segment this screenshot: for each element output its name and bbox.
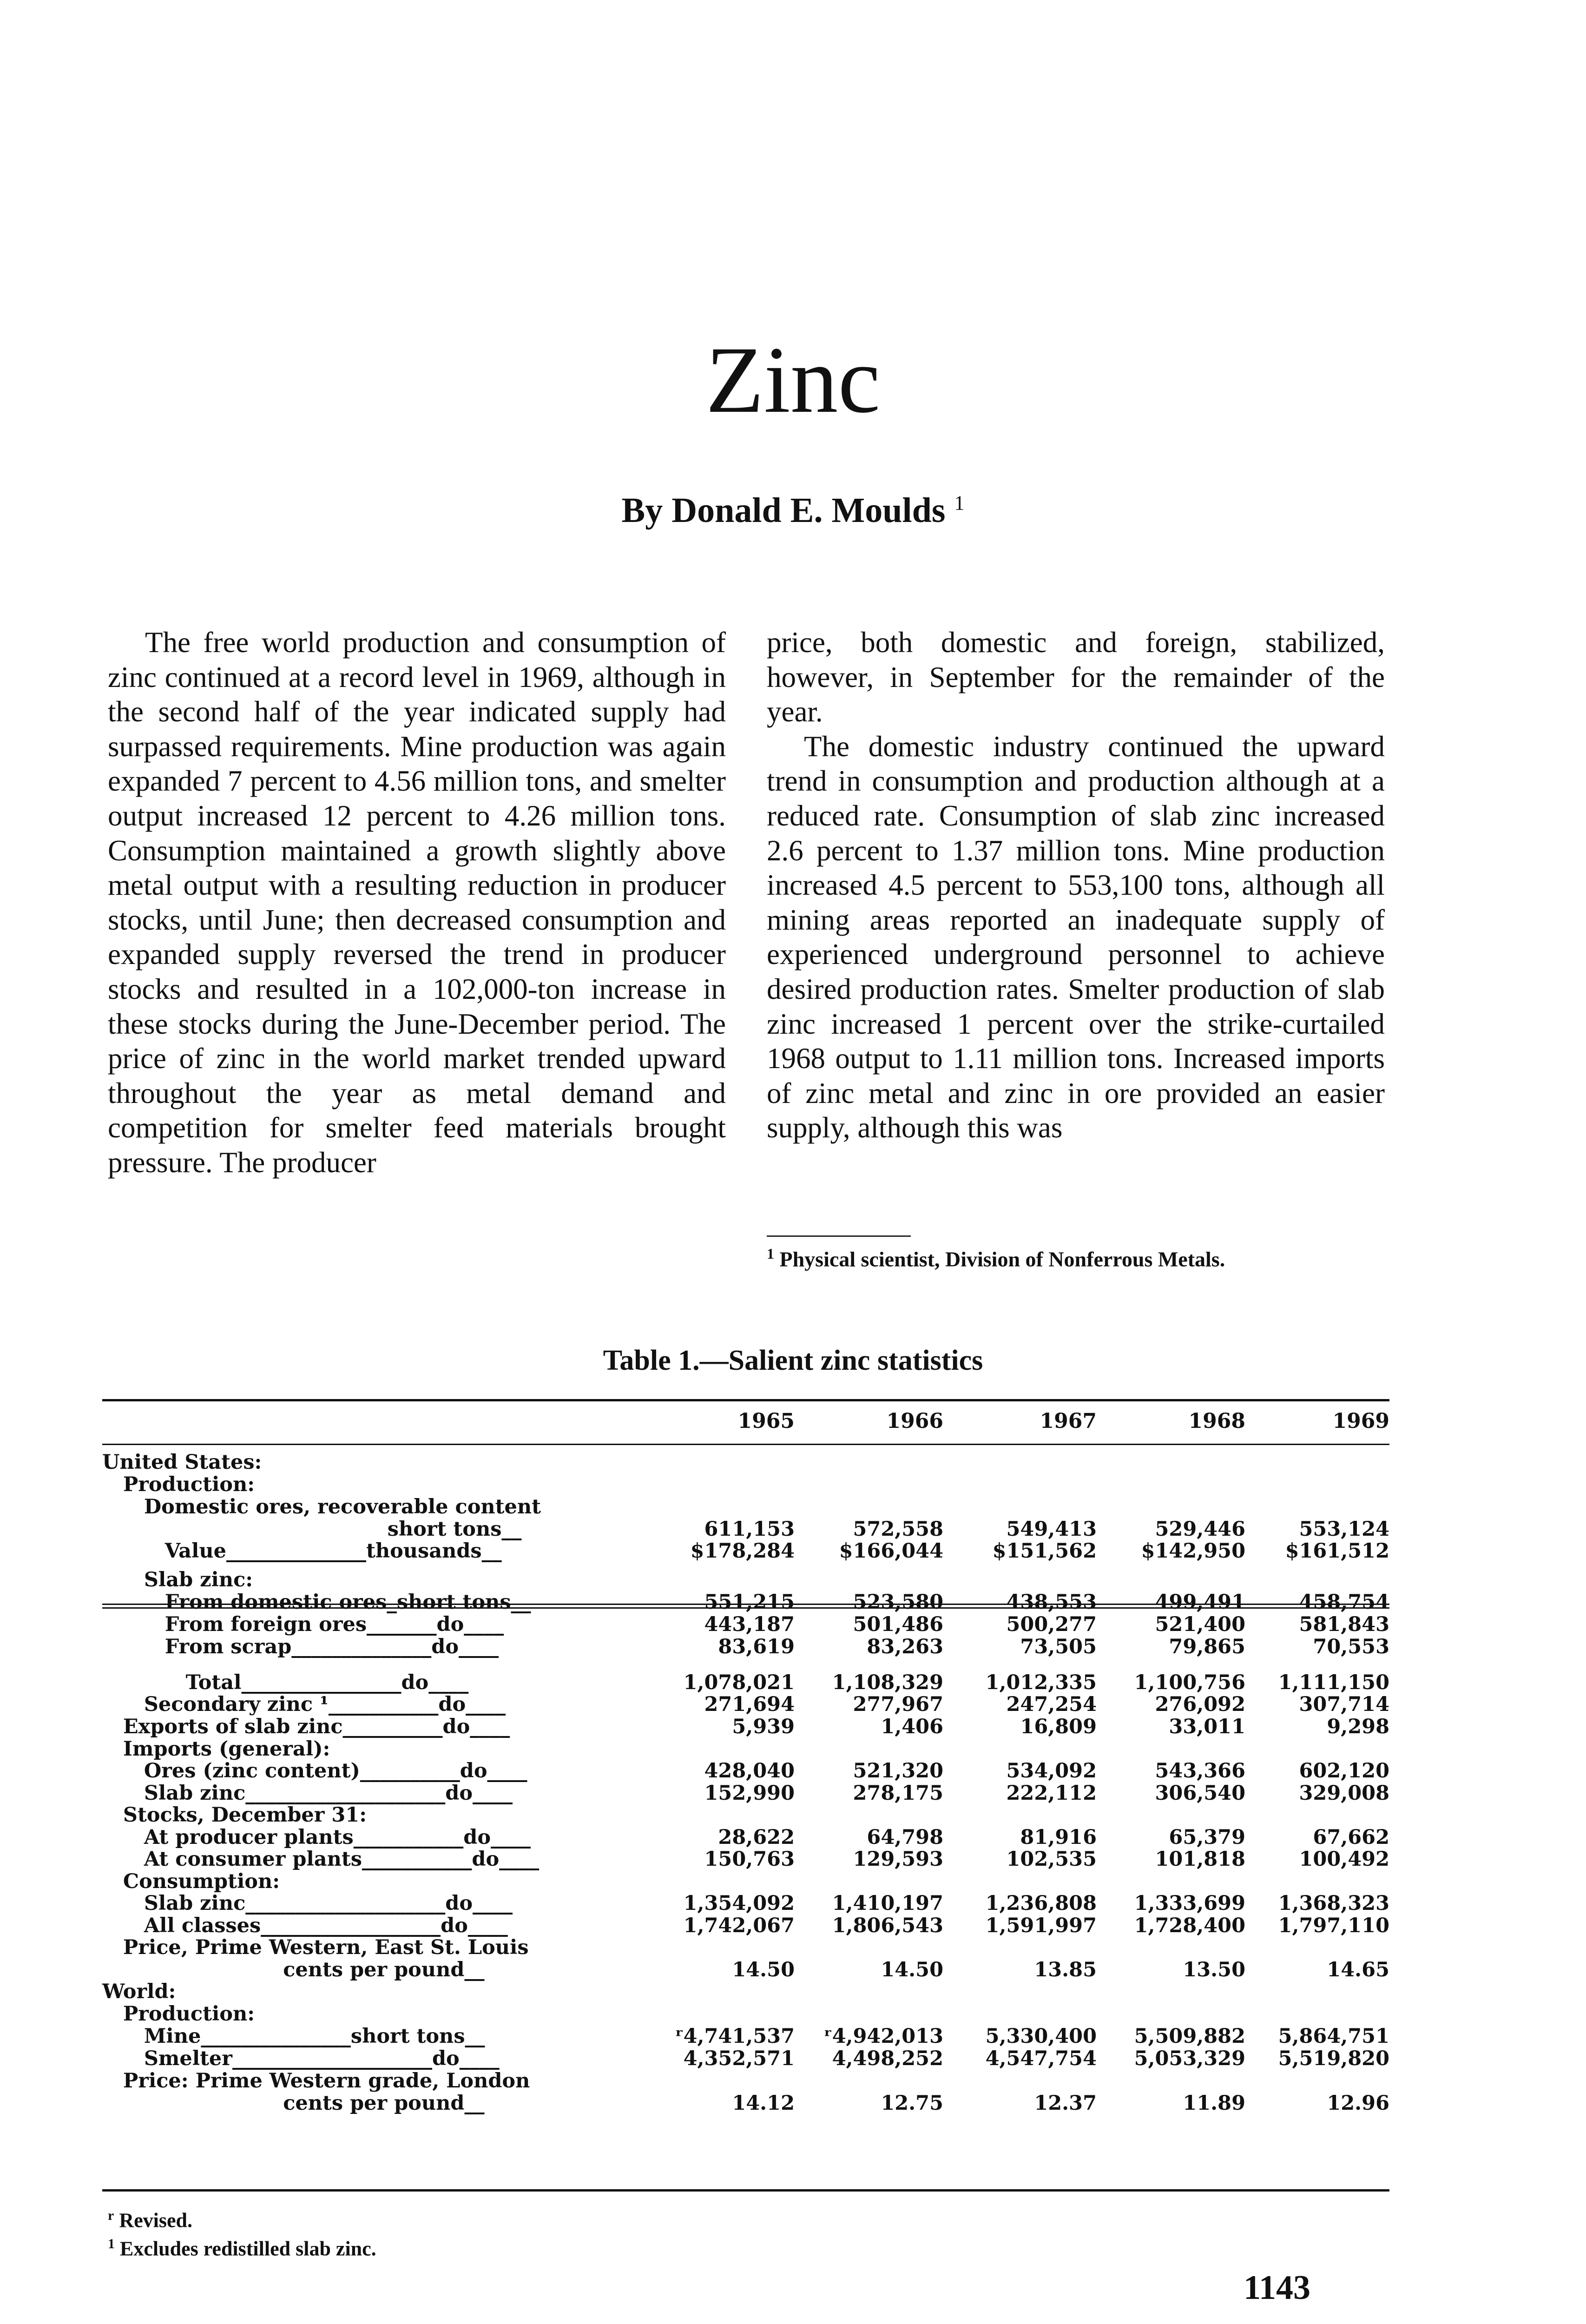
table-row — [102, 1892, 1389, 1915]
footnote-mark: 1 — [767, 1245, 774, 1262]
table-row — [102, 1613, 1389, 1636]
cell-1965: 152,990 — [704, 1782, 795, 1805]
cell-1966: ʳ4,942,013 — [823, 2025, 943, 2048]
table-row — [102, 1804, 1389, 1827]
cell-1966: 1,410,197 — [832, 1892, 943, 1915]
row-label: Slab zinc____________________do____ — [102, 1892, 513, 1915]
cell-1966: 4,498,252 — [832, 2047, 943, 2070]
row-label: World: — [102, 1980, 176, 2003]
page-number: 1143 — [1244, 2269, 1310, 2307]
row-label: Production: — [102, 1473, 255, 1496]
table-header-rule — [102, 1444, 1389, 1445]
cell-1965: 150,763 — [704, 1848, 795, 1871]
cell-1965: $178,284 — [690, 1539, 795, 1563]
cell-1967: $151,562 — [992, 1539, 1097, 1563]
table-row — [102, 1518, 1389, 1541]
cell-1967: 1,012,335 — [985, 1671, 1097, 1694]
body-paragraph-3: The domestic industry continued the upward trend in consumption and production although at a reduced rate. Consumption of slab zinc increased 2.6 percent to 1.37 million tons. Mine production increased 4.5 percent to 553,100 tons, although all mining areas reported an inadequate supply of experienced underground personnel to achieve desired production rates. Smelter production of slab zinc increased 1 percent over the strike-curtailed 1968 output to 1.11 million tons. Increased imports of zinc metal and zinc in ore provided an easier supply, although this was — [767, 730, 1385, 1144]
row-label: All classes__________________do____ — [102, 1914, 508, 1937]
table-row — [102, 1782, 1389, 1805]
cell-1968: 33,011 — [1169, 1715, 1245, 1738]
row-label: Ores (zinc content)__________do____ — [102, 1759, 527, 1783]
footnote-rule — [767, 1235, 911, 1237]
table-note-excludes: $^1$ Excludes redistilled slab zinc. — [108, 2236, 376, 2260]
cell-1968: 543,366 — [1155, 1759, 1245, 1783]
cell-1966: 14.50 — [881, 1958, 943, 1981]
cell-1965: ʳ4,741,537 — [675, 2025, 795, 2048]
table-row — [102, 1716, 1389, 1738]
cell-1967: 222,112 — [1006, 1782, 1097, 1805]
cell-1966: 572,558 — [853, 1518, 943, 1541]
row-label: cents per pound__ — [102, 1958, 485, 1981]
table-row — [102, 1981, 1389, 2003]
cell-1968: 65,379 — [1169, 1826, 1245, 1849]
row-label: From domestic ores_short tons__ — [102, 1591, 531, 1614]
cell-1966: 129,593 — [853, 1848, 943, 1871]
cell-1968: 5,509,882 — [1134, 2025, 1245, 2048]
cell-1969: 553,124 — [1299, 1518, 1389, 1541]
row-label: Exports of slab zinc__________do____ — [102, 1715, 510, 1738]
cell-1969: $161,512 — [1285, 1539, 1389, 1563]
row-label: Domestic ores, recoverable content — [102, 1495, 541, 1519]
table-row — [102, 1848, 1389, 1871]
cell-1969: 307,714 — [1299, 1693, 1389, 1716]
cell-1969: 14.65 — [1327, 1958, 1389, 1981]
row-label: United States: — [102, 1451, 262, 1474]
year-header-1966: 1966 — [886, 1409, 943, 1433]
table-row — [102, 1870, 1389, 1893]
row-label: Slab zinc: — [102, 1568, 253, 1591]
table-row — [102, 1959, 1389, 1981]
row-label: Price, Prime Western, East St. Louis — [102, 1936, 529, 1959]
row-label: Secondary zinc ¹___________do____ — [102, 1693, 506, 1716]
table-row — [102, 2047, 1389, 2070]
cell-1969: 5,519,820 — [1278, 2047, 1389, 2070]
table-row — [102, 1451, 1389, 1474]
row-label: From foreign ores_______do____ — [102, 1613, 504, 1636]
cell-1969: 12.96 — [1327, 2092, 1389, 2115]
article-title: Zinc — [705, 327, 881, 433]
table-row — [102, 2092, 1389, 2115]
row-label: Imports (general): — [102, 1737, 330, 1761]
table-row — [102, 2070, 1389, 2093]
table-row — [102, 1473, 1389, 1496]
body-left-column — [108, 625, 726, 1180]
cell-1966: 1,806,543 — [832, 1914, 943, 1937]
cell-1965: 428,040 — [704, 1759, 795, 1783]
cell-1966: 64,798 — [867, 1826, 943, 1849]
cell-1968: 5,053,329 — [1134, 2047, 1245, 2070]
cell-1965: 271,694 — [704, 1693, 795, 1716]
body-paragraph-1: The free world production and consumption of zinc continued at a record level in 1969, although in the second half of the year indicated supply had surpassed requirements. Mine production was again expanded 7 percent to 4.56 million tons, and smelter output increased 12 percent to 4.26 million tons. Consumption maintained a growth slightly above metal output with a resulting reduction in producer stocks, until June; then decreased consumption and expanded supply reversed the trend in producer stocks and resulted in a 102,000-ton increase in these stocks during the June-December period. The price of zinc in the world market trended upward throughout the year as metal demand and competition for smelter feed materials brought pressure. The producer — [108, 626, 726, 1179]
table-title: Table 1.—Salient zinc statistics — [603, 1345, 983, 1376]
byline — [0, 490, 1586, 531]
cell-1967: 73,505 — [1020, 1635, 1097, 1658]
cell-1965: 1,354,092 — [683, 1892, 795, 1915]
table-note-revised: $^r$ Revised. — [108, 2208, 192, 2232]
table-row — [102, 2003, 1389, 2026]
row-label: Price: Prime Western grade, London — [102, 2069, 530, 2093]
cell-1965: 14.12 — [732, 2092, 795, 2115]
cell-1969: 67,662 — [1313, 1826, 1389, 1849]
cell-1967: 5,330,400 — [985, 2025, 1097, 2048]
author-footnote — [767, 1242, 1385, 1271]
cell-1966: 1,108,329 — [832, 1671, 943, 1694]
row-label: Mine_______________short tons__ — [102, 2025, 485, 2048]
cell-1965: 4,352,571 — [683, 2047, 795, 2070]
cell-1966: 277,967 — [853, 1693, 943, 1716]
cell-1969: 1,797,110 — [1278, 1914, 1389, 1937]
cell-1966: 1,406 — [881, 1715, 943, 1738]
cell-1968: 276,092 — [1155, 1693, 1245, 1716]
cell-1967: 534,092 — [1006, 1759, 1097, 1783]
body-paragraph-2: price, both domestic and foreign, stabilized, however, in September for the remainder of the year. — [767, 626, 1385, 728]
cell-1968: 521,400 — [1155, 1613, 1245, 1636]
cell-1965: 83,619 — [718, 1635, 795, 1658]
cell-1967: 500,277 — [1006, 1613, 1097, 1636]
cell-1967: 81,916 — [1020, 1826, 1097, 1849]
cell-1965: 14.50 — [732, 1958, 795, 1981]
cell-1965: 1,078,021 — [683, 1671, 795, 1694]
cell-1965: 5,939 — [732, 1715, 795, 1738]
cell-1968: 1,333,699 — [1134, 1892, 1245, 1915]
row-label: Slab zinc____________________do____ — [102, 1782, 513, 1805]
table-row — [102, 1693, 1389, 1716]
row-label: At consumer plants___________do____ — [102, 1848, 540, 1871]
cell-1967: 4,547,754 — [985, 2047, 1097, 2070]
cell-1968: 11.89 — [1183, 2092, 1245, 2115]
byline-footnote-mark: 1 — [954, 491, 965, 515]
row-label: cents per pound__ — [102, 2092, 485, 2115]
cell-1968: 101,818 — [1155, 1848, 1245, 1871]
cell-1969: 458,754 — [1299, 1591, 1389, 1614]
row-label: Production: — [102, 2002, 255, 2026]
cell-1968: $142,950 — [1141, 1539, 1245, 1563]
cell-1967: 438,553 — [1006, 1591, 1097, 1614]
cell-1966: 278,175 — [853, 1782, 943, 1805]
table-row — [102, 2025, 1389, 2048]
cell-1967: 549,413 — [1006, 1518, 1097, 1541]
year-header-1968: 1968 — [1188, 1409, 1245, 1433]
cell-1969: 329,008 — [1299, 1782, 1389, 1805]
cell-1968: 1,100,756 — [1134, 1671, 1245, 1694]
cell-1968: 1,728,400 — [1134, 1914, 1245, 1937]
table-row — [102, 1540, 1389, 1563]
cell-1965: 28,622 — [718, 1826, 795, 1849]
cell-1967: 247,254 — [1006, 1693, 1097, 1716]
cell-1969: 5,864,751 — [1278, 2025, 1389, 2048]
cell-1966: 12.75 — [881, 2092, 943, 2115]
footnote-text: Physical scientist, Division of Nonferrous Metals. — [779, 1247, 1225, 1271]
cell-1965: 443,187 — [704, 1613, 795, 1636]
row-label: Stocks, December 31: — [102, 1803, 367, 1827]
cell-1969: 9,298 — [1327, 1715, 1389, 1738]
cell-1969: 1,368,323 — [1278, 1892, 1389, 1915]
cell-1968: 306,540 — [1155, 1782, 1245, 1805]
cell-1967: 13.85 — [1034, 1958, 1097, 1981]
cell-1969: 1,111,150 — [1278, 1671, 1389, 1694]
cell-1966: 523,580 — [853, 1591, 943, 1614]
author-name: By Donald E. Moulds — [621, 491, 946, 530]
body-right-column — [767, 625, 1385, 1145]
cell-1968: 499,491 — [1155, 1591, 1245, 1614]
cell-1969: 100,492 — [1299, 1848, 1389, 1871]
table-row — [102, 1936, 1389, 1959]
row-label: Total________________do____ — [102, 1671, 469, 1694]
cell-1969: 602,120 — [1299, 1759, 1389, 1783]
cell-1965: 611,153 — [704, 1518, 795, 1541]
cell-1969: 581,843 — [1299, 1613, 1389, 1636]
table-row — [102, 1591, 1389, 1614]
cell-1968: 13.50 — [1183, 1958, 1245, 1981]
table-row — [102, 1671, 1389, 1694]
row-label: Consumption: — [102, 1870, 280, 1893]
table-row — [102, 1636, 1389, 1658]
cell-1967: 12.37 — [1034, 2092, 1097, 2115]
year-header-1967: 1967 — [1040, 1409, 1097, 1433]
cell-1965: 551,215 — [704, 1591, 795, 1614]
row-label: Value______________thousands__ — [102, 1539, 502, 1563]
table-row — [102, 1569, 1389, 1591]
table-bottom-rule — [102, 2189, 1389, 2192]
cell-1967: 16,809 — [1020, 1715, 1097, 1738]
cell-1967: 1,236,808 — [985, 1892, 1097, 1915]
table-row — [102, 1915, 1389, 1937]
table-row — [102, 1760, 1389, 1783]
table-row — [102, 1826, 1389, 1849]
year-header-1969: 1969 — [1332, 1409, 1389, 1433]
cell-1967: 1,591,997 — [985, 1914, 1097, 1937]
table-notes — [108, 2204, 376, 2260]
cell-1967: 102,535 — [1006, 1848, 1097, 1871]
cell-1969: 70,553 — [1313, 1635, 1389, 1658]
cell-1968: 529,446 — [1155, 1518, 1245, 1541]
year-header-1965: 1965 — [737, 1409, 795, 1433]
row-label: From scrap______________do____ — [102, 1635, 499, 1658]
cell-1966: 521,320 — [853, 1759, 943, 1783]
cell-1966: 501,486 — [853, 1613, 943, 1636]
table-row — [102, 1738, 1389, 1761]
cell-1966: $166,044 — [839, 1539, 943, 1563]
cell-1965: 1,742,067 — [683, 1914, 795, 1937]
row-label: Smelter____________________do____ — [102, 2047, 500, 2070]
row-label: At producer plants___________do____ — [102, 1826, 531, 1849]
cell-1966: 83,263 — [867, 1635, 943, 1658]
table-top-rule — [102, 1399, 1389, 1401]
row-label: short tons__ — [102, 1518, 522, 1541]
cell-1968: 79,865 — [1169, 1635, 1245, 1658]
table-row — [102, 1496, 1389, 1519]
